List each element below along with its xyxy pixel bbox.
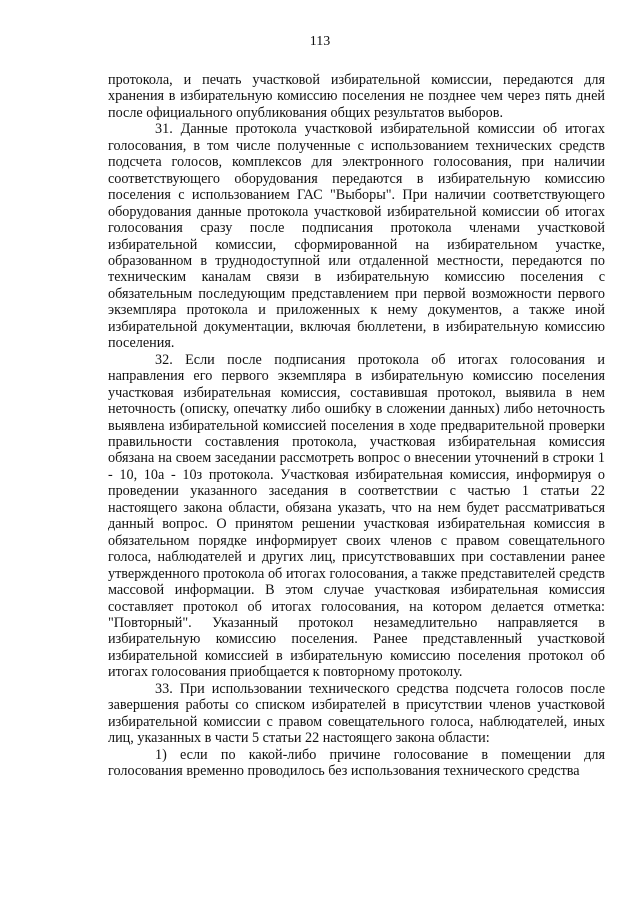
paragraph-subitem-1: 1) если по какой-либо причине голосование в помещении для голосования временно проводилось без использования технического средства [108,746,605,780]
paragraph-continuation: протокола, и печать участковой избирательной комиссии, передаются для хранения в избирательную комиссию поселения не позднее чем через пять дней после официального опубликования общих результатов выборов. [108,72,605,121]
paragraph-item-33: 33. При использовании технического средства подсчета голосов после завершения работы со списком избирателей в присутствии членов участковой избирательной комиссии с правом совещательного голоса, наблюдателей, иных лиц, указанных в части 5 статьи 22 настоящего закона области: [108,680,605,747]
body-text [108,72,605,779]
paragraph-item-31: 31. Данные протокола участковой избирательной комиссии об итогах голосования, в том числе полученные с использованием технических средств подсчета голосов, комплексов для электронного голосования, при наличии соответствующего оборудования передаются в избирательную комиссию поселения с использованием ГАС "Выборы". При наличии соответствующего оборудования данные протокола участковой избирательной комиссии об итогах голосования сразу после подписания протокола членами участковой избирательной комиссии, сформированной на избирательном участке, образованном в труднодоступной или отдаленной местности, передаются по техническим каналам связи в избирательную комиссию поселения с обязательным последующим представлением при первой возможности первого экземпляра протокола и приложенных к нему документов, а также иной избирательной документации, включая бюллетени, в избирательную комиссию поселения. [108,121,605,352]
page-number: 113 [309,34,331,49]
paragraph-item-32: 32. Если после подписания протокола об итогах голосования и направления его первого экземпляра в избирательную комиссию поселения участковая избирательная комиссия, составившая протокол, выявила в нем неточность (описку, опечатку либо ошибку в сложении данных) либо неточность выявлена избирательной комиссией поселения в ходе предварительной проверки правильности составления протокола, участковая избирательная комиссия обязана на своем заседании рассмотреть вопрос о внесении уточнений в строки 1 - 10, 10а - 10з протокола. Участковая избирательная комиссия, информируя о проведении указанного заседания в соответствии с частью 1 статьи 22 настоящего закона области, обязана указать, что на нем будет рассматриваться данный вопрос. О принятом решении участковая избирательная комиссия в обязательном порядке информирует своих членов с правом совещательного голоса, наблюдателей и других лиц, присутствовавших при составлении ранее утвержденного протокола об итогах голосования, а также представителей средств массовой информации. В этом случае участковая избирательная комиссия составляет протокол об итогах голосования, на котором делается отметка: "Повторный". Указанный протокол незамедлительно направляется в избирательную комиссию поселения. Ранее представленный участковой избирательной комиссией в избирательную комиссию поселения протокол об итогах голосования приобщается к повторному протоколу. [108,351,605,681]
